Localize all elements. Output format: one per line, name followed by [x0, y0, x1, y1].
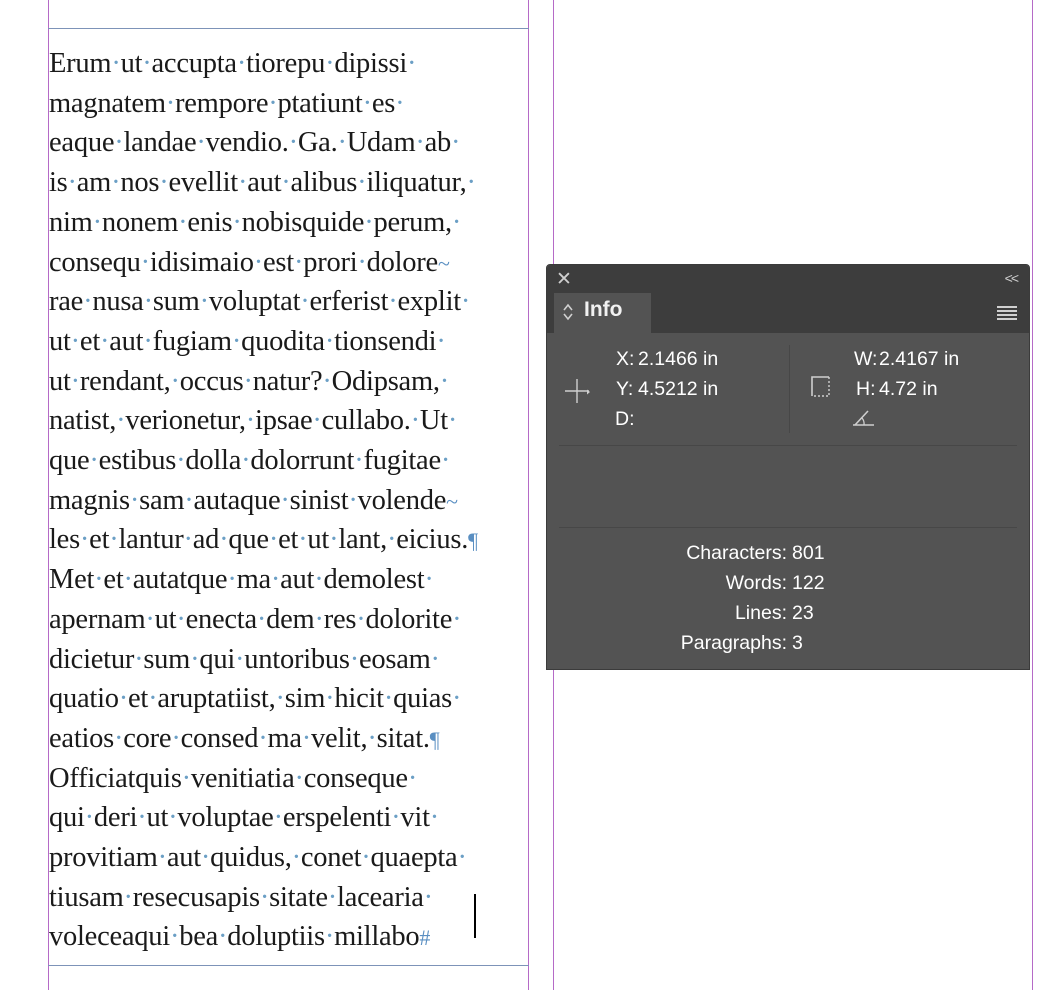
w-label: W:: [854, 348, 878, 370]
story-line: que·estibus·dolla·dolorrunt·fugitae·: [49, 445, 451, 476]
paragraphs-label: Paragraphs:: [680, 632, 787, 654]
close-icon[interactable]: ✕: [556, 269, 572, 290]
section-divider-vertical: [789, 345, 790, 433]
info-panel: [546, 264, 1030, 670]
paragraphs-value: 3: [792, 632, 803, 654]
story-line: apernam·ut·enecta·dem·res·dolorite·: [49, 603, 462, 635]
story-line: les·et·lantur·ad·que·et·ut·lant,·eicius.¶: [49, 524, 478, 556]
story-line: qui·deri·ut·voluptae·erspelenti·vit·: [49, 802, 439, 834]
words-label: Words:: [725, 572, 787, 594]
text-frame[interactable]: [48, 28, 529, 965]
x-label: X:: [616, 348, 635, 370]
d-label: D:: [615, 408, 635, 430]
section-divider-2: [559, 527, 1017, 528]
h-value: 4.72 in: [879, 378, 938, 400]
text-frame-bottom-edge: [48, 965, 529, 966]
story-line: dicietur·sum·qui·untoribus·eosam·: [49, 643, 440, 675]
story-line: eatios·core·consed·ma·velit,·sitat.¶: [49, 722, 440, 754]
story-line: Officiatquis·venitiatia·conseque·: [49, 762, 418, 794]
panel-titlebar[interactable]: [547, 265, 1029, 293]
y-value: 4.5212 in: [638, 378, 719, 400]
story-line: ut·et·aut·fugiam·quodita·tionsendi·: [49, 325, 446, 357]
tab-info[interactable]: [554, 293, 651, 333]
text-cursor: [474, 894, 476, 938]
crosshair-icon: [564, 378, 592, 406]
characters-label: Characters:: [686, 542, 787, 564]
story-line: provitiam·aut·quidus,·conet·quaepta·: [49, 842, 467, 873]
story-line: Met·et·autatque·ma·aut·demolest·: [49, 564, 434, 596]
story-line: eaque·landae·vendio.·Ga.·Udam·ab·: [49, 127, 461, 159]
story-line: ut·rendant,·occus·natur?·Odipsam,·: [49, 365, 449, 397]
story-line: is·am·nos·evellit·aut·alibus·iliquatur,·: [49, 167, 476, 199]
lines-label: Lines:: [734, 602, 787, 624]
w-value: 2.4167 in: [879, 348, 960, 370]
story-line: natist,·verionetur,·ipsae·cullabo.·Ut·: [49, 405, 458, 437]
story-line: consequ·idisimaio·est·prori·dolore~: [49, 246, 450, 278]
story-line: magnatem·rempore·ptatiunt·es·: [49, 87, 405, 119]
updown-arrows-icon[interactable]: [563, 302, 573, 322]
story-line: nim·nonem·enis·nobisquide·perum,·: [49, 206, 462, 238]
story-line: magnis·sam·autaque·sinist·volende~: [49, 484, 458, 516]
characters-value: 801: [792, 542, 825, 564]
y-label: Y:: [616, 378, 634, 400]
story-line: rae·nusa·sum·voluptat·erferist·explit·: [49, 286, 471, 318]
lines-value: 23: [792, 602, 814, 624]
x-value: 2.1466 in: [638, 348, 719, 370]
collapse-icon[interactable]: <<: [1004, 270, 1017, 286]
margin-guide-right: [1032, 0, 1033, 990]
words-value: 122: [792, 572, 825, 594]
section-divider-1: [559, 445, 1017, 446]
story-line: quatio·et·aruptatiist,·sim·hicit·quias·: [49, 683, 462, 715]
story-line: tiusam·resecusapis·sitate·lacearia·: [49, 881, 433, 913]
story-line: voleceaqui·bea·doluptiis·millabo#: [49, 921, 431, 953]
h-label: H:: [856, 378, 876, 400]
panel-menu-icon[interactable]: [997, 305, 1017, 321]
angle-icon: [852, 409, 876, 427]
tab-info-label: Info: [584, 298, 623, 321]
story-line: Erum·ut·accupta·tiorepu·dipissi·: [49, 48, 417, 79]
panel-tab-strip: [547, 293, 1029, 333]
frame-size-icon: [809, 374, 833, 398]
